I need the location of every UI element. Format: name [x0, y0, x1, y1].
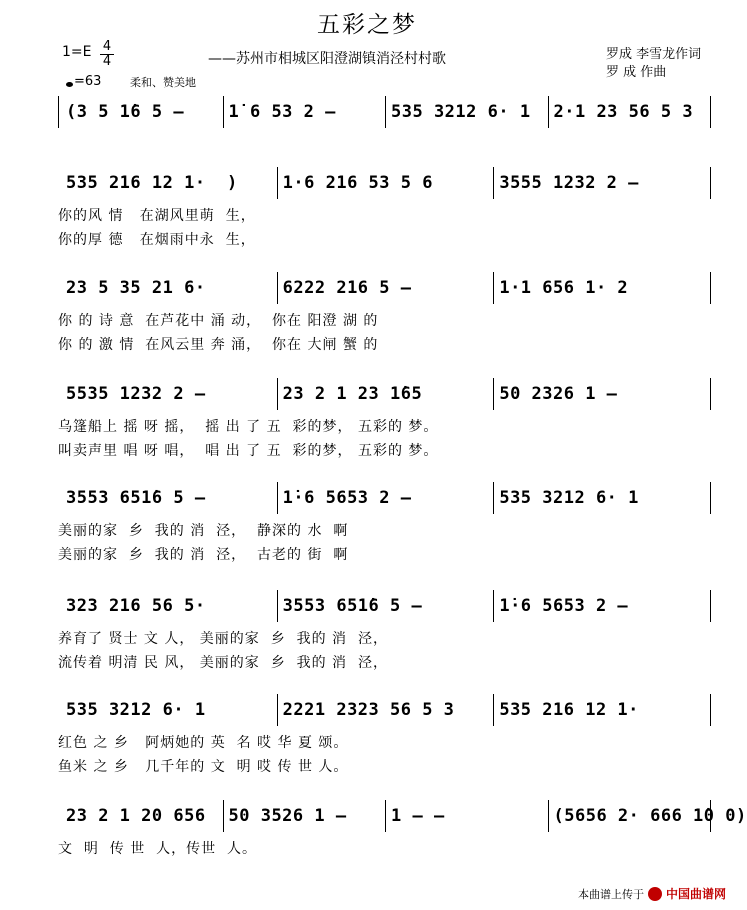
score-system	[0, 806, 747, 886]
lyric-line: 流传着 明清 民 风， 美丽的家 乡 我的 消 泾，	[58, 655, 388, 671]
measure: 1·1 656 1· 2	[499, 278, 629, 298]
measure: 2221 2323 56 5 3	[282, 700, 455, 720]
site-logo-icon	[648, 887, 662, 901]
barline	[548, 800, 549, 832]
lyric-line: 养育了 贤士 文 人， 美丽的家 乡 我的 消 泾，	[58, 631, 388, 647]
time-signature-bottom: 4	[102, 54, 112, 69]
barline	[710, 167, 711, 199]
lyric-line: 你 的 诗 意 在芦花中 涌 动， 你在 阳澄 湖 的	[58, 313, 379, 329]
quarter-note-icon	[66, 82, 73, 87]
score-system	[0, 700, 734, 780]
lyric-line: 美丽的家 乡 我的 消 泾， 静深的 水 啊	[58, 523, 349, 539]
time-signature-top: 4	[100, 40, 114, 55]
lyric-line: 美丽的家 乡 我的 消 泾， 古老的 街 啊	[58, 547, 349, 563]
score-system	[0, 384, 734, 464]
footer-text: 本曲谱上传于	[577, 887, 644, 901]
measure: 3555 1232 2 –	[499, 173, 639, 193]
measure: 50 3526 1 –	[228, 806, 347, 826]
barline	[493, 167, 494, 199]
barline	[223, 96, 224, 128]
barline	[385, 800, 386, 832]
lyric-line: 红色 之 乡 阿炳她的 英 名 哎 华 夏 颂。	[58, 735, 349, 751]
barline	[710, 800, 711, 832]
measure: 3553 651̇6 5 –	[282, 596, 423, 616]
measure: (5656 2· 666 1̇0 0)	[553, 806, 747, 826]
barline	[277, 482, 278, 514]
score-system	[0, 173, 734, 253]
key-signature: 1=E	[62, 44, 92, 60]
barline	[277, 378, 278, 410]
barline	[493, 482, 494, 514]
time-signature	[100, 40, 114, 69]
measure: 3553 651̇6 5 –	[66, 488, 206, 508]
credits	[606, 46, 701, 82]
page-title: 五彩之梦	[317, 12, 417, 38]
lyric-line: 乌篷船上 摇 呀 摇， 摇 出 了 五 彩的梦， 五彩的 梦。	[58, 419, 439, 435]
barline	[223, 800, 224, 832]
lyric-line: 文 明 传 世 人，传世 人。	[58, 841, 258, 857]
lyric-line: 叫卖声里 唱 呀 唱， 唱 出 了 五 彩的梦， 五彩的 梦。	[58, 443, 439, 459]
measure: 23 5 35 21 6·	[66, 278, 206, 298]
expression-marking: 柔和、赞美地	[130, 76, 196, 89]
measure: 6222 216 5 –	[282, 278, 412, 298]
lyric-line: 你的厚 德 在烟雨中永 生，	[58, 232, 256, 248]
measure: 23 2 1 20 656	[66, 806, 206, 826]
lyric-line: 鱼米 之 乡 几千年的 文 明 哎 传 世 人。	[58, 759, 349, 775]
footer	[578, 885, 726, 902]
barline	[710, 378, 711, 410]
score-system	[0, 102, 734, 182]
measure: 2·1 23 56 5 3	[553, 102, 694, 122]
measure: 535 3212 6· 1	[499, 488, 639, 508]
lyric-line: 你的风 情 在湖风里萌 生，	[58, 208, 256, 224]
barline	[58, 96, 59, 128]
measure: (3 5 1̇6 5 –	[66, 102, 185, 122]
measure: 1·6 216 53 5 6	[282, 173, 433, 193]
barline	[493, 590, 494, 622]
measure: 1̇·6 5653 2 –	[499, 596, 629, 616]
measure: 323 216 56 5·	[66, 596, 206, 616]
barline	[277, 272, 278, 304]
measure: 535 216 12 1·	[499, 700, 639, 720]
barline	[385, 96, 386, 128]
barline	[710, 272, 711, 304]
barline	[277, 590, 278, 622]
tempo-value: =63	[74, 74, 102, 89]
measure: 1 – –	[391, 806, 445, 826]
subtitle: ——苏州市相城区阳澄湖镇消泾村村歌	[208, 51, 446, 67]
barline	[710, 590, 711, 622]
barline	[493, 694, 494, 726]
lyricist-credit: 罗成 李雪龙作词	[606, 47, 702, 62]
barline	[277, 167, 278, 199]
score-system	[0, 488, 734, 568]
measure: 535 3212 6· 1	[391, 102, 531, 122]
measure: 535 3212 6· 1	[66, 700, 206, 720]
composer-credit: 罗 成 作曲	[606, 65, 667, 80]
barline	[277, 694, 278, 726]
barline	[548, 96, 549, 128]
score-system	[0, 596, 734, 676]
lyric-line: 你 的 激 情 在风云里 奔 涌， 你在 大闸 蟹 的	[58, 337, 379, 353]
measure: 23 2 1 23 1̇65	[282, 384, 423, 404]
measure: 5535 1232 2 –	[66, 384, 206, 404]
measure: 535 216 12 1· )	[66, 173, 238, 193]
barline	[493, 272, 494, 304]
barline	[710, 96, 711, 128]
tempo-marking	[66, 74, 101, 89]
measure: 1̇·6 5653 2 –	[282, 488, 412, 508]
barline	[710, 482, 711, 514]
barline	[493, 378, 494, 410]
site-name: 中国曲谱网	[665, 887, 726, 901]
measure: 50 2326 1 –	[499, 384, 618, 404]
measure: 1̇ 6 53 2 –	[228, 102, 336, 122]
score-system	[0, 278, 734, 358]
barline	[710, 694, 711, 726]
